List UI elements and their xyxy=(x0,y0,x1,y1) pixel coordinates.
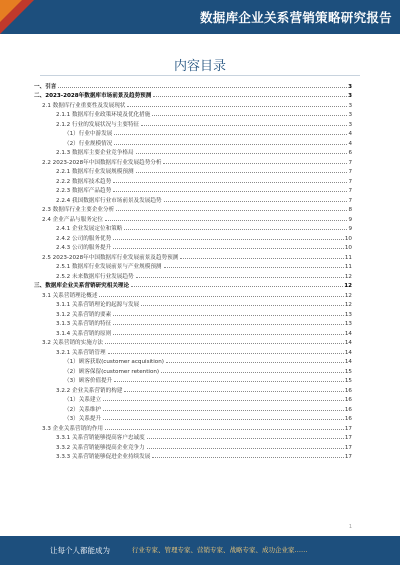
toc-entry-page: 14 xyxy=(344,349,352,356)
toc-entry-page: 13 xyxy=(344,311,352,318)
toc-entry-text: 2.3 数据库行业主要企业分析 xyxy=(42,207,115,213)
toc-title: 内容目录 xyxy=(173,59,226,74)
toc-entry-page: 9 xyxy=(348,226,352,232)
toc-entry-text: （1）顾客获取(customer acquisition) xyxy=(64,359,164,365)
toc-dot-leader xyxy=(113,248,344,249)
toc-entry[interactable] xyxy=(34,413,352,423)
toc-entry-text: 3.1.3 关系营销的特征 xyxy=(56,321,112,327)
toc-entry[interactable] xyxy=(34,128,352,138)
toc-entry[interactable] xyxy=(34,156,352,166)
toc-entry-page: 7 xyxy=(348,178,352,185)
toc-dot-leader xyxy=(124,229,347,230)
toc-dot-leader xyxy=(124,391,344,392)
toc-dot-leader xyxy=(164,201,348,202)
toc-entry[interactable] xyxy=(34,213,352,223)
toc-entry-text: 2.1.1 数据库行业政策环境及优化措施 xyxy=(56,112,151,118)
toc-dot-leader xyxy=(152,457,344,458)
toc-dot-leader xyxy=(147,438,344,439)
toc-entry[interactable] xyxy=(34,318,352,328)
toc-entry-page: 14 xyxy=(344,330,352,337)
toc-entry-page: 13 xyxy=(344,321,352,327)
toc-entry-text: （1）行业中游发展 xyxy=(64,131,113,137)
footer-tagline: 行业专家、管理专家、营销专家、战略专家、成功企业家…… xyxy=(132,546,308,554)
toc-dot-leader xyxy=(116,210,347,211)
toc-dot-leader xyxy=(113,239,344,240)
toc-dot-leader xyxy=(113,315,344,316)
toc-dot-leader xyxy=(105,343,344,344)
toc-entry-page: 11 xyxy=(344,254,352,261)
toc-entry-text: 2.4.1 企业发展定位和策略 xyxy=(56,226,123,232)
toc-dot-leader xyxy=(166,362,344,363)
toc-entry-text: 三、数据库企业关系营销研究相关理论 xyxy=(34,283,130,289)
toc-entry-page: 8 xyxy=(348,207,352,213)
toc-entry-page: 12 xyxy=(344,273,352,280)
toc-dot-leader xyxy=(164,267,344,268)
toc-entry[interactable] xyxy=(34,194,352,204)
toc-entry[interactable] xyxy=(34,432,352,442)
toc-entry-page: 14 xyxy=(344,340,352,346)
toc-entry-page: 17 xyxy=(344,444,352,451)
toc-dot-leader xyxy=(152,115,347,116)
toc-entry-text: 2.1.2 行业的发展状况与主要特征 xyxy=(56,121,140,128)
toc-entry[interactable] xyxy=(34,118,352,128)
toc-dot-leader xyxy=(113,324,344,325)
toc-entry-text: （3）顾客价值提升 xyxy=(64,378,113,384)
toc-entry-text: 2.1 数据库行业重要性及发展现状 xyxy=(42,102,126,109)
toc-entry-page: 16 xyxy=(344,416,352,422)
toc-dot-leader xyxy=(114,381,344,382)
toc-dot-leader xyxy=(153,96,347,97)
toc-entry[interactable] xyxy=(34,232,352,242)
toc-entry[interactable] xyxy=(34,109,352,119)
toc-entry-page: 14 xyxy=(344,359,352,365)
toc-entry-text: 2.5.2 未来数据库行业发展趋势 xyxy=(56,273,134,280)
toc-entry-text: 二、2023-2028年数据库市场前景及趋势预测 xyxy=(34,93,152,99)
toc-entry[interactable] xyxy=(34,403,352,413)
toc-entry[interactable] xyxy=(34,280,352,290)
toc-dot-leader xyxy=(163,163,347,164)
toc-entry-text: 2.2 2023-2028年中国数据库行业发展趋势分析 xyxy=(42,159,162,166)
toc-dot-leader xyxy=(108,353,344,354)
toc-dot-leader xyxy=(136,153,348,154)
report-title: 数据库企业关系营销策略研究报告 xyxy=(199,10,392,25)
toc-entry-text: 一、引言 xyxy=(34,83,57,90)
toc-entry-page: 3 xyxy=(348,112,352,118)
toc-entry-page: 6 xyxy=(348,150,352,156)
toc-entry-text: 2.2.2 数据库技术趋势 xyxy=(56,178,112,185)
toc-entry-text: （2）顾客保留(customer retention) xyxy=(64,368,160,375)
toc-dot-leader xyxy=(180,258,344,259)
toc-entry-text: 2.2.3 数据库产品趋势 xyxy=(56,188,112,194)
toc-entry-page: 9 xyxy=(348,216,352,223)
toc-entry-page: 16 xyxy=(344,387,352,394)
toc-entry-page: 7 xyxy=(348,188,352,194)
toc-entry[interactable] xyxy=(34,99,352,109)
toc-entry-text: 3.2.1 关系营销管理 xyxy=(56,349,106,356)
toc-entry-page: 7 xyxy=(348,159,352,166)
toc-entry-page: 3 xyxy=(348,83,352,90)
toc-dot-leader xyxy=(136,277,344,278)
header-banner xyxy=(0,0,400,34)
toc-entry[interactable] xyxy=(34,137,352,147)
toc-entry-page: 17 xyxy=(344,454,352,460)
toc-entry-text: 3.1.4 关系营销的原则 xyxy=(56,330,112,337)
toc-dot-leader xyxy=(113,182,347,183)
toc-dot-leader xyxy=(103,410,344,411)
toc-dot-leader xyxy=(113,334,344,335)
toc-entry-page: 16 xyxy=(344,397,352,403)
toc-dot-leader xyxy=(113,191,347,192)
toc-entry-page: 7 xyxy=(348,169,352,175)
toc-entry[interactable] xyxy=(34,204,352,214)
toc-entry[interactable] xyxy=(34,327,352,337)
toc-entry-page: 4 xyxy=(348,140,352,147)
toc-entry[interactable] xyxy=(34,175,352,185)
toc-entry[interactable] xyxy=(34,166,352,176)
toc-entry[interactable] xyxy=(34,251,352,261)
toc-entry-page: 17 xyxy=(344,425,352,432)
toc-entry-page: 10 xyxy=(344,245,352,251)
toc-entry-text: 3.3 企业关系营销的作用 xyxy=(42,425,104,432)
toc-entry-text: （2）行业规模情况 xyxy=(64,140,113,147)
toc-entry-page: 15 xyxy=(344,368,352,375)
toc-entry[interactable] xyxy=(34,337,352,347)
toc-entry[interactable] xyxy=(34,270,352,280)
toc-entry-text: 2.2.1 数据库行业发展规模预测 xyxy=(56,169,134,175)
toc-entry-page: 15 xyxy=(344,378,352,384)
toc-entry-text: （2）关系维护 xyxy=(64,406,102,413)
toc-entry-page: 3 xyxy=(348,102,352,109)
toc-dot-leader xyxy=(99,296,343,297)
toc-entry-text: （3）关系提升 xyxy=(64,416,102,422)
toc-entry[interactable] xyxy=(34,299,352,309)
toc-dot-leader xyxy=(136,172,348,173)
toc-entry-text: 3.1.1 关系营销理论的起源与发展 xyxy=(56,302,140,308)
toc-dot-leader xyxy=(114,134,347,135)
toc-dot-leader xyxy=(105,429,344,430)
toc-entry[interactable] xyxy=(34,80,352,90)
toc-entry-text: 2.4.2 公司的服务优势 xyxy=(56,235,112,242)
footer-banner xyxy=(0,536,400,565)
toc-entry[interactable] xyxy=(34,384,352,394)
toc-entry[interactable] xyxy=(34,289,352,299)
toc-entry-text: 3.1.2 关系营销的要素 xyxy=(56,311,112,318)
toc-entry[interactable] xyxy=(34,422,352,432)
toc-entry-page: 12 xyxy=(344,302,352,308)
toc-entry[interactable] xyxy=(34,261,352,271)
toc-dot-leader xyxy=(141,125,347,126)
toc-entry[interactable] xyxy=(34,346,352,356)
toc-entry[interactable] xyxy=(34,375,352,385)
toc-dot-leader xyxy=(114,144,347,145)
toc-entry-text: 2.4 企业产品与服务定位 xyxy=(42,216,104,223)
table-of-contents xyxy=(34,80,352,460)
toc-entry-text: 3.3.2 关系营销能够提高企业竞争力 xyxy=(56,444,145,451)
toc-dot-leader xyxy=(103,400,344,401)
toc-dot-leader xyxy=(147,448,344,449)
toc-entry-text: 2.5.1 数据库行业发展前景与产业规模预测 xyxy=(56,264,162,270)
toc-dot-leader xyxy=(127,106,347,107)
toc-entry-text: 2.5 2023-2028年中国数据库行业发展前景及趋势预测 xyxy=(42,254,179,261)
toc-entry[interactable] xyxy=(34,147,352,157)
footer-brand: 让每个人都能成为 xyxy=(50,546,110,555)
toc-dot-leader xyxy=(141,305,344,306)
banner-orange-triangle xyxy=(0,0,22,22)
toc-entry-page: 3 xyxy=(348,93,352,99)
toc-entry-text: 3.2.2 企业关系营销的构建 xyxy=(56,387,123,394)
toc-entry-text: 2.4.3 公司的服务提升 xyxy=(56,245,112,251)
toc-entry-page: 3 xyxy=(348,121,352,128)
toc-entry[interactable] xyxy=(34,356,352,366)
toc-entry-page: 7 xyxy=(348,197,352,204)
toc-dot-leader xyxy=(161,372,344,373)
toc-divider xyxy=(40,75,360,76)
toc-entry[interactable] xyxy=(34,394,352,404)
toc-entry-text: 2.1.3 数据库主要企业竞争格局 xyxy=(56,150,134,156)
toc-entry-page: 12 xyxy=(344,283,352,289)
toc-entry[interactable] xyxy=(34,185,352,195)
toc-entry-text: 2.2.4 我国数据库行业市场前景及发展趋势 xyxy=(56,197,162,204)
toc-entry[interactable] xyxy=(34,441,352,451)
toc-entry-text: 3.3.1 关系营销能够提高客户忠诚度 xyxy=(56,435,145,441)
toc-entry[interactable] xyxy=(34,365,352,375)
toc-entry[interactable] xyxy=(34,451,352,461)
toc-entry-text: （1）关系建立 xyxy=(64,397,102,403)
toc-entry-text: 3.3.3 关系营销能够促进企业持续发展 xyxy=(56,454,151,460)
toc-entry-page: 4 xyxy=(348,131,352,137)
toc-dot-leader xyxy=(103,419,344,420)
toc-entry[interactable] xyxy=(34,308,352,318)
toc-entry[interactable] xyxy=(34,90,352,100)
toc-dot-leader xyxy=(105,220,347,221)
toc-entry-text: 3.1 关系营销理论概述 xyxy=(42,292,98,299)
toc-entry-page: 11 xyxy=(344,264,352,270)
toc-dot-leader xyxy=(131,286,343,287)
toc-entry-page: 17 xyxy=(344,435,352,441)
page-number: 1 xyxy=(348,524,352,530)
toc-entry[interactable] xyxy=(34,242,352,252)
toc-entry-text: 3.2 关系营销的实施方法 xyxy=(42,340,104,346)
toc-entry[interactable] xyxy=(34,223,352,233)
toc-entry-page: 12 xyxy=(344,292,352,299)
toc-entry-page: 16 xyxy=(344,406,352,413)
toc-entry-page: 10 xyxy=(344,235,352,242)
toc-dot-leader xyxy=(58,87,347,88)
